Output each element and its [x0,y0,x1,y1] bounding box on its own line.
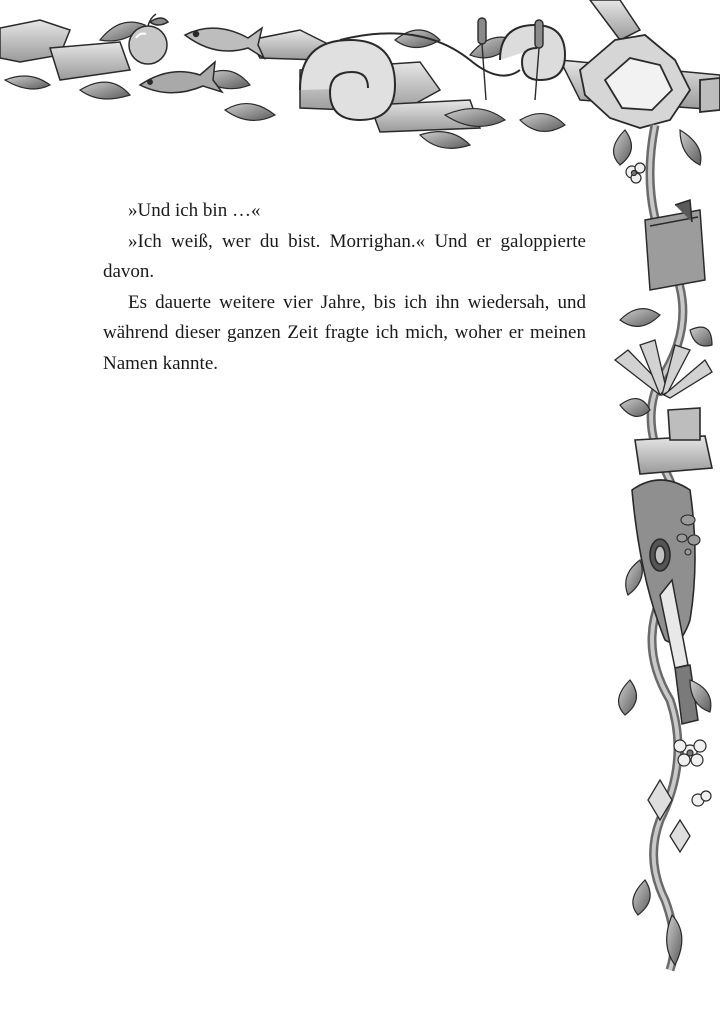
right-border-leaves [614,130,712,965]
right-border-wood-plank [635,408,712,474]
apple-illustration [129,14,168,64]
body-text [103,196,586,379]
book-illustration [645,200,705,290]
scroll-spiral-ornament [300,25,565,120]
crystal-sparkles [648,780,690,852]
paragraph: »Ich weiß, wer du bist. Morrighan.« Und er galoppierte davon. [103,230,586,282]
flower-illustrations [626,163,711,806]
seed-pods [677,515,700,555]
cattail-reeds [478,18,543,100]
fish-illustration [140,28,264,93]
paragraph: Es dauerte weitere vier Jahre, bis ich ihn wiedersah, und während dieser ganzen Zeit fragte ich mich, woher er meinen Namen kannte. [103,291,586,374]
top-border-leaves [5,22,565,148]
corner-rosette-ornament [580,35,720,128]
top-border-wood-planks [0,0,720,132]
paragraph: »Und ich bin …« [128,200,261,221]
right-border-vine [650,125,683,970]
tree-trunk-illustration [632,480,695,643]
knife-illustration [660,580,698,724]
open-book-illustration [615,340,712,398]
